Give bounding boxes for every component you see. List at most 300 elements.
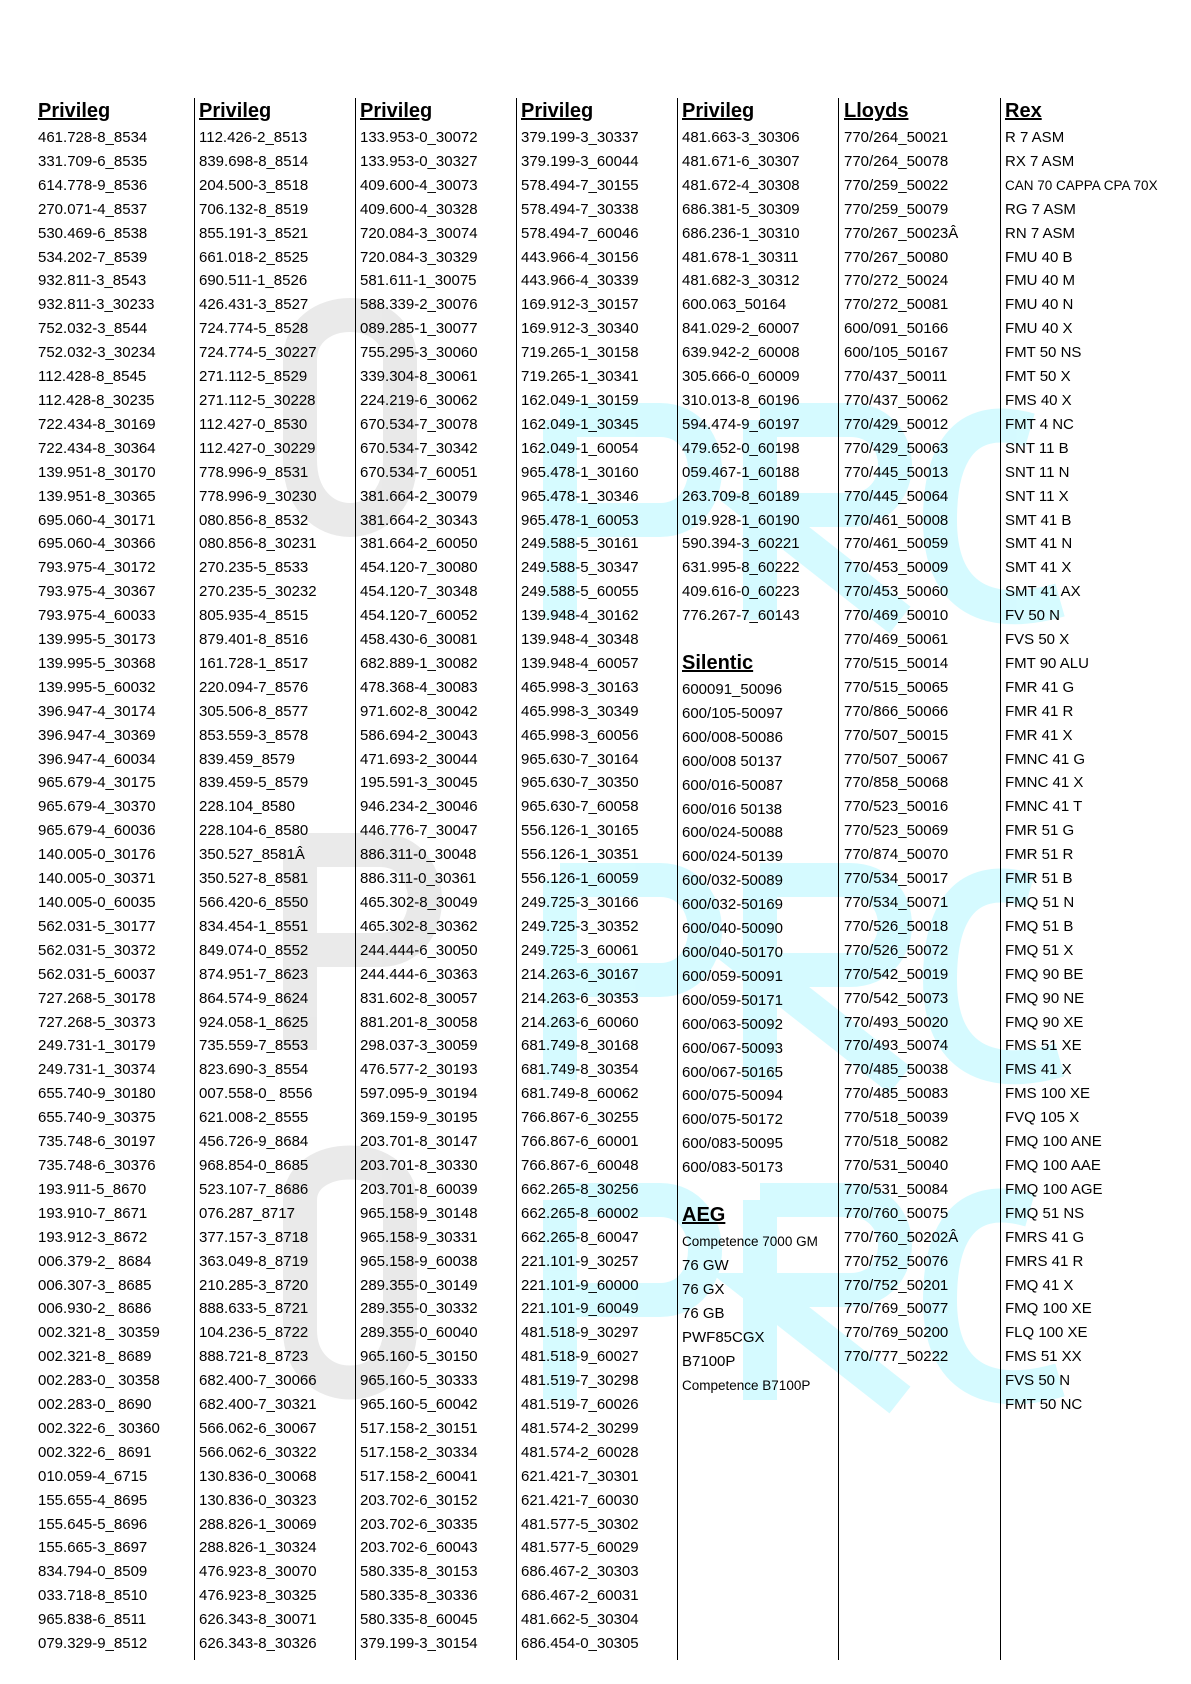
part-number: 381.664-2_60050 [360,535,478,553]
part-number: 864.574-9_8624 [199,989,309,1007]
brand-section [682,1202,838,1397]
part-number: 270.235-5_8533 [199,559,309,577]
brand-section [199,98,355,1656]
part-number: 839.459-5_8579 [199,774,309,792]
part-number: 965.838-6_8511 [38,1611,147,1629]
part-number: 289.355-0_30149 [360,1276,478,1294]
part-number: 600/067-50093 [682,1039,783,1057]
part-number: 465.302-8_30049 [360,894,478,911]
part-number: 879.401-8_8516 [199,631,309,649]
part-number: 249.725-3_30352 [521,917,639,935]
part-number: 263.709-8_60189 [682,487,800,505]
part-number: FMQ 90 XE [1005,1013,1084,1031]
parts-table [38,98,1168,1658]
part-number: 621.421-7_30301 [521,1467,639,1485]
part-number: 481.518-9_60027 [521,1348,639,1366]
part-number: 965.160-5_60042 [360,1396,478,1414]
part-number: 886.311-0_30048 [360,846,477,864]
part-number: 600/091_50166 [844,320,949,338]
part-number: 112.428-8_8545 [38,368,147,386]
part-number: 76 GB [682,1304,725,1322]
part-number: 752.032-3_30234 [38,344,156,362]
part-number: 481.678-1_30311 [682,248,799,266]
part-number: 581.611-1_30075 [360,272,477,290]
part-number: 793.975-4_60033 [38,607,156,625]
part-number: FMT 4 NC [1005,415,1074,433]
part-number: 770/461_50008 [844,511,949,529]
part-number: 588.339-2_30076 [360,296,478,314]
part-number: 381.664-2_30079 [360,487,478,505]
part-number: 727.268-5_30373 [38,1013,156,1031]
part-number: 010.059-4_6715 [38,1467,148,1485]
part-number: FMQ 51 B [1005,917,1074,935]
part-number: 834.454-1_8551 [199,917,309,935]
part-number: R 7 ASM [1005,129,1065,146]
part-number: 770/515_50014 [844,654,949,672]
part-number: 724.774-5_30227 [199,344,317,362]
part-number: 631.995-8_60222 [682,559,800,577]
part-number: 580.335-8_60045 [360,1611,478,1629]
part-number: 600/063-50092 [682,1015,783,1033]
part-number: 006.930-2_ 8686 [38,1300,152,1318]
part-number: 454.120-7_30348 [360,583,478,601]
part-number: 556.126-1_30351 [521,846,639,864]
part-number: 162.049-1_30159 [521,391,639,409]
part-number: 080.856-8_8532 [199,511,309,529]
part-number: 195.591-3_30045 [360,774,478,792]
part-number: 465.998-3_30349 [521,702,639,720]
part-number: 76 GX [682,1280,725,1298]
part-number: 140.005-0_30371 [38,870,156,888]
part-number: 600/105-50097 [682,704,783,722]
part-number: 481.672-4_30308 [682,176,800,194]
part-number: 965.160-5_30333 [360,1372,478,1390]
part-number: 770/534_50071 [844,894,949,911]
part-number: 562.031-5_60037 [38,965,156,983]
part-number: 471.693-2_30044 [360,750,478,768]
part-number: 839.459_8579 [199,750,295,768]
part-number: 682.400-7_30066 [199,1372,317,1390]
part-number: 600/024-50088 [682,824,783,842]
part-number: 965.158-9_30148 [360,1204,478,1222]
column-5 [682,98,839,1660]
part-number: 965.478-1_30346 [521,487,639,505]
part-number: 161.728-1_8517 [199,654,309,672]
part-number: 517.158-2_30151 [360,1419,478,1437]
part-number: FLQ 100 XE [1005,1324,1088,1342]
part-number: RG 7 ASM [1005,200,1076,218]
part-number: FMU 40 M [1005,272,1076,290]
part-number: 719.265-1_30158 [521,344,639,362]
part-number: 770/272_50081 [844,296,949,314]
part-number: 002.283-0_ 8690 [38,1396,152,1414]
part-number: 033.718-8_8510 [38,1587,148,1605]
part-number: 203.702-6_60043 [360,1539,478,1557]
part-number: 443.966-4_30156 [521,248,639,266]
part-number: 600/008-50086 [682,728,783,746]
part-number: 881.201-8_30058 [360,1013,478,1031]
part-number: 793.975-4_30172 [38,559,156,577]
part-number: 686.467-2_60031 [521,1587,639,1605]
brand-heading: Lloyds [844,100,909,122]
brand-heading: Rex [1005,100,1042,122]
part-number: 193.910-7_8671 [38,1204,148,1222]
part-number: 310.013-8_60196 [682,391,800,409]
part-number: 271.112-5_30228 [199,391,316,409]
part-number: 104.236-5_8722 [199,1324,309,1342]
part-number: 203.702-6_30335 [360,1515,478,1533]
part-number: 169.912-3_30157 [521,296,639,314]
part-number: 139.951-8_30170 [38,463,156,481]
part-number: 479.652-0_60198 [682,439,800,457]
part-number: 139.948-4_30162 [521,607,639,625]
part-number: 002.283-0_ 30358 [38,1372,160,1390]
part-number: 249.731-1_30179 [38,1037,156,1055]
part-number: 369.159-9_30195 [360,1109,478,1127]
part-number: 214.263-6_60060 [521,1013,639,1031]
part-number: 853.559-3_8578 [199,726,309,744]
part-number: 770/437_50011 [844,368,948,386]
part-number: 377.157-3_8718 [199,1228,309,1246]
column-4 [521,98,678,1660]
part-number: 770/526_50018 [844,917,949,935]
part-number: FMS 51 XE [1005,1037,1082,1055]
part-number: 600/059-50091 [682,967,783,985]
part-number: FVQ 105 X [1005,1109,1080,1127]
part-number: 600/040-50170 [682,944,783,961]
part-number: 139.948-4_30348 [521,631,639,649]
part-number: 396.947-4_30369 [38,726,156,744]
part-number: 305.506-8_8577 [199,702,309,720]
part-number: 770/267_50080 [844,248,949,266]
part-number: 478.368-4_30083 [360,678,478,696]
part-number: 600/059-50171 [682,991,783,1009]
part-number: Competence B7100P [682,1377,811,1393]
part-number: 130.836-0_30068 [199,1467,317,1485]
part-number: 776.267-7_60143 [682,607,800,625]
part-number: 481.574-2_60028 [521,1443,639,1461]
part-number: SMT 41 X [1005,559,1072,577]
part-number: 476.923-8_30325 [199,1587,317,1605]
part-number: 686.236-1_30310 [682,224,800,242]
part-number: 112.427-0_8530 [199,415,308,433]
part-number: 965.158-9_60038 [360,1252,478,1270]
part-number: 766.867-6_30255 [521,1109,639,1127]
part-number: 140.005-0_60035 [38,894,156,911]
part-number: FVS 50 X [1005,631,1070,649]
part-number: FMU 40 X [1005,320,1073,338]
part-number: 965.679-4_30175 [38,774,156,792]
part-number: 594.474-9_60197 [682,415,800,433]
part-number: 706.132-8_8519 [199,200,309,218]
part-number: 481.519-7_60026 [521,1396,639,1414]
part-number: 770/874_50070 [844,846,949,864]
part-number: 305.666-0_60009 [682,368,800,386]
part-number: 350.527-8_8581 [199,870,309,888]
part-number: 600/075-50172 [682,1111,783,1129]
part-number: 965.478-1_30160 [521,463,639,481]
part-number: 002.321-8_ 8689 [38,1348,152,1366]
part-number: 562.031-5_30372 [38,941,156,959]
part-number: 002.322-6_ 30360 [38,1419,160,1437]
part-number: 249.588-5_30347 [521,559,639,577]
part-number: RX 7 ASM [1005,152,1075,170]
part-number: 965.630-7_30350 [521,774,639,792]
part-number: 140.005-0_30176 [38,846,156,864]
part-number: 600/032-50169 [682,896,783,914]
part-number: 426.431-3_8527 [199,296,309,314]
part-number: 924.058-1_8625 [199,1013,309,1031]
part-number: 363.049-8_8719 [199,1252,309,1270]
part-number: 133.953-0_30072 [360,129,478,146]
part-number: FMU 40 N [1005,296,1074,314]
part-number: 481.671-6_30307 [682,152,800,170]
part-number: 770/469_50010 [844,607,949,625]
part-number: 600/083-50095 [682,1135,783,1153]
part-number: 855.191-3_8521 [199,224,309,242]
part-number: SMT 41 B [1005,511,1072,529]
part-number: 193.912-3_8672 [38,1228,148,1246]
part-number: 770/515_50065 [844,678,949,696]
part-number: 600/016-50087 [682,776,783,794]
part-number: SNT 11 X [1005,487,1069,505]
part-number: FMQ 41 X [1005,1276,1074,1294]
part-number: 409.600-4_30328 [360,200,478,218]
part-number: 481.519-7_30298 [521,1372,639,1390]
part-number: 600/024-50139 [682,848,783,866]
part-number: 249.731-1_30374 [38,1061,156,1079]
part-number: 968.854-0_8685 [199,1156,309,1174]
part-number: 578.494-7_30155 [521,176,639,194]
part-number: 823.690-3_8554 [199,1061,309,1079]
part-number: 458.430-6_30081 [360,631,478,649]
part-number: 600/008 50137 [682,752,783,770]
part-number: 379.199-3_30154 [360,1635,478,1653]
part-number: 888.633-5_8721 [199,1300,309,1318]
part-number: 626.343-8_30326 [199,1635,317,1653]
part-number: 770/769_50077 [844,1300,949,1318]
brand-heading: Silentic [682,652,754,675]
part-number: FMQ 100 AGE [1005,1180,1103,1198]
part-number: FMQ 100 ANE [1005,1133,1102,1151]
section-gap [682,1180,838,1202]
part-number: FMS 41 X [1005,1061,1072,1079]
part-number: 530.469-6_8538 [38,224,148,242]
part-number: 002.321-8_ 30359 [38,1324,160,1342]
part-number: 770/272_50024 [844,272,949,290]
brand-section [521,98,677,1656]
part-number: 454.120-7_30080 [360,559,478,577]
part-number: 735.748-6_30376 [38,1156,156,1174]
part-number: 670.534-7_60051 [360,463,478,481]
part-number: 249.725-3_60061 [521,941,639,959]
part-number: 670.534-7_30342 [360,439,478,457]
part-number: 770/526_50072 [844,941,949,959]
part-number: 089.285-1_30077 [360,320,478,338]
part-number: 831.602-8_30057 [360,989,478,1007]
part-number: 839.698-8_8514 [199,152,309,170]
part-number: 770/518_50039 [844,1109,949,1127]
part-number: FMS 40 X [1005,391,1072,409]
part-number: 566.062-6_30067 [199,1419,317,1437]
part-number: 566.420-6_8550 [199,894,309,911]
part-number: 221.101-9_60049 [521,1300,639,1318]
part-number: SNT 11 B [1005,439,1069,457]
part-number: 006.379-2_ 8684 [38,1252,152,1270]
part-number: 169.912-3_30340 [521,320,639,338]
part-number: 681.749-8_60062 [521,1085,639,1103]
part-number: 655.740-9_30375 [38,1109,156,1127]
brand-heading: Privileg [199,100,272,122]
part-number: 465.998-3_30163 [521,678,639,696]
part-number: 841.029-2_60007 [682,320,800,338]
part-number: 379.199-3_30337 [521,129,639,146]
part-number: FMT 50 NC [1005,1396,1083,1414]
part-number: 133.953-0_30327 [360,152,478,170]
part-number: 214.263-6_30353 [521,989,639,1007]
brand-section [1005,98,1175,1417]
part-number: 770/769_50200 [844,1324,949,1342]
part-number: FMRS 41 G [1005,1228,1085,1246]
part-number: 578.494-7_30338 [521,200,639,218]
part-number: 662.265-8_60002 [521,1204,639,1222]
part-number: 755.295-3_30060 [360,344,478,362]
part-number: 770/437_50062 [844,391,949,409]
part-number: 139.995-5_60032 [38,678,156,696]
part-number: 481.662-5_30304 [521,1611,639,1629]
part-number: 162.049-1_30345 [521,415,639,433]
part-number: 719.265-1_30341 [521,368,639,386]
part-number: 770/469_50061 [844,631,949,649]
brand-section [360,98,516,1656]
part-number: 770/542_50073 [844,989,949,1007]
part-number: 752.032-3_8544 [38,320,148,338]
part-number: 076.287_8717 [199,1204,295,1222]
part-number: 778.996-9_8531 [199,463,309,481]
part-number: 770/445_50064 [844,487,949,505]
brand-section [38,98,194,1656]
part-number: 155.645-5_8696 [38,1515,148,1533]
part-number: 155.655-4_8695 [38,1491,148,1509]
column-1 [38,98,195,1660]
column-6 [844,98,1001,1660]
part-number: 019.928-1_60190 [682,511,800,529]
part-number: 695.060-4_30171 [38,511,156,529]
part-number: 379.199-3_60044 [521,152,639,170]
part-number: 600.063_50164 [682,296,787,314]
part-number: 932.811-3_30233 [38,296,155,314]
part-number: 244.444-6_30363 [360,965,478,983]
part-number: 965.160-5_30150 [360,1348,478,1366]
part-number: 139.995-5_30368 [38,654,156,672]
part-number: FMS 51 XX [1005,1348,1082,1366]
part-number: 770/531_50084 [844,1180,949,1198]
part-number: 288.826-1_30324 [199,1539,317,1557]
part-number: FV 50 N [1005,607,1061,625]
part-number: 690.511-1_8526 [199,272,308,290]
brand-section [682,98,838,628]
part-number: 534.202-7_8539 [38,248,148,266]
part-number: FMQ 51 X [1005,941,1074,959]
part-number: 965.679-4_30370 [38,798,156,816]
part-number: 112.426-2_8513 [199,129,308,146]
part-number: FMT 50 X [1005,368,1071,386]
part-number: 454.120-7_60052 [360,607,478,625]
part-number: 396.947-4_30174 [38,702,156,720]
part-number: 770/264_50021 [844,129,949,146]
part-number: 793.975-4_30367 [38,583,156,601]
part-number: 770/752_50201 [844,1276,949,1294]
part-number: 965.478-1_60053 [521,511,639,529]
part-number: 562.031-5_30177 [38,917,156,935]
part-number: 724.774-5_8528 [199,320,309,338]
part-number: FMNC 41 T [1005,798,1083,816]
part-number: FMR 51 B [1005,870,1073,888]
part-number: 481.682-3_30312 [682,272,800,290]
part-number: 600/083-50173 [682,1159,783,1177]
part-number: FMQ 51 N [1005,894,1075,911]
part-number: 695.060-4_30366 [38,535,156,553]
part-number: 720.084-3_30329 [360,248,478,266]
part-number: 244.444-6_30050 [360,941,478,959]
part-number: 965.679-4_60036 [38,822,156,840]
part-number: 681.749-8_30168 [521,1037,639,1055]
part-number: SNT 11 N [1005,463,1070,481]
part-number: 409.600-4_30073 [360,176,478,194]
part-number: 720.084-3_30074 [360,224,478,242]
part-number: 298.037-3_30059 [360,1037,478,1055]
part-number: 597.095-9_30194 [360,1085,478,1103]
part-number: 112.427-0_30229 [199,439,316,457]
brand-section [682,650,838,1180]
column-2 [199,98,356,1660]
part-number: 204.500-3_8518 [199,176,309,194]
part-number: 770/485_50083 [844,1085,949,1103]
part-number: 079.329-9_8512 [38,1635,148,1653]
part-number: 481.577-5_30302 [521,1515,639,1533]
part-number: FMS 100 XE [1005,1085,1091,1103]
part-number: 600/067-50165 [682,1063,783,1081]
part-number: 621.421-7_60030 [521,1491,639,1509]
part-number: 770/542_50019 [844,965,949,983]
part-number: FMR 51 R [1005,846,1074,864]
part-number: 770/445_50013 [844,463,949,481]
part-number: 481.518-9_30297 [521,1324,639,1342]
part-number: 446.776-7_30047 [360,822,478,840]
part-number: 331.709-6_8535 [38,152,148,170]
part-number: 249.588-5_60055 [521,583,639,601]
part-number: 834.794-0_8509 [38,1563,148,1581]
part-number: 155.665-3_8697 [38,1539,148,1557]
part-number: 682.889-1_30082 [360,654,478,672]
part-number: 655.740-9_30180 [38,1085,156,1103]
brand-heading: Privileg [682,100,755,122]
part-number: 932.811-3_8543 [38,272,147,290]
part-number: 661.018-2_8525 [199,248,309,266]
part-number: 517.158-2_30334 [360,1443,478,1461]
part-number: 681.749-8_30354 [521,1061,639,1079]
part-number: 770/760_50202Â [844,1228,959,1246]
part-number: 523.107-7_8686 [199,1180,309,1198]
part-number: CAN 70 CAPPA CPA 70X [1005,177,1158,193]
part-number: FMR 51 G [1005,822,1075,840]
part-number: 203.701-8_60039 [360,1180,478,1198]
part-number: 517.158-2_60041 [360,1467,478,1485]
part-number: FMQ 100 AAE [1005,1156,1101,1174]
part-number: 770/507_50067 [844,750,949,768]
part-number: 626.343-8_30071 [199,1611,317,1629]
part-number: 770/518_50082 [844,1133,949,1151]
